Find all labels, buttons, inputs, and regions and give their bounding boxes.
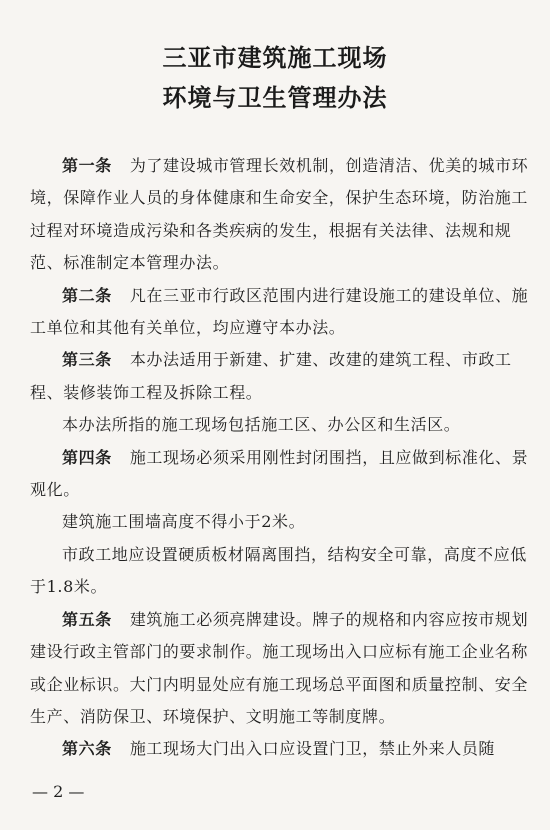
- paragraph-article-2: [30, 280, 536, 345]
- paragraph-text: 本办法适用于新建、扩建、改建的建筑工程、市政工程、装修装饰工程及拆除工程。: [30, 350, 512, 402]
- paragraph-article-3-scope: [30, 409, 536, 441]
- paragraph-text: 施工现场必须采用刚性封闭围挡，且应做到标准化、景观化。: [30, 447, 529, 500]
- article-number: 第一条: [62, 156, 112, 175]
- title-line-2: 环境与卫生管理办法: [162, 84, 388, 112]
- page-number: — 2 —: [32, 782, 85, 801]
- article-number: 第六条: [62, 739, 112, 759]
- article-number: 第二条: [62, 285, 112, 305]
- title-line-1: 三亚市建筑施工现场: [162, 44, 388, 72]
- paragraph-article-5: [30, 604, 536, 734]
- paragraph-text: 建筑施工围墙高度不得小于2米。: [62, 512, 306, 532]
- paragraph-article-3: [30, 344, 536, 409]
- paragraph-article-4-municipal: [30, 539, 536, 604]
- paragraph-article-1: [30, 150, 536, 280]
- paragraph-text: 施工现场大门出入口应设置门卫，禁止外来人员随: [129, 739, 496, 759]
- article-number: 第三条: [62, 350, 112, 370]
- paragraph-article-6: [30, 733, 536, 765]
- paragraph-article-4-wall-height: [30, 506, 536, 538]
- document-body: [30, 150, 536, 766]
- paragraph-text: 凡在三亚市行政区范围内进行建设施工的建设单位、施工单位和其他有关单位，均应遵守本办法。: [30, 285, 529, 338]
- paragraph-text: 本办法所指的施工现场包括施工区、办公区和生活区。: [62, 415, 461, 435]
- paragraph-article-4: [30, 442, 536, 507]
- document-title: [0, 38, 550, 118]
- article-number: 第四条: [62, 447, 112, 467]
- article-number: 第五条: [62, 609, 112, 629]
- paragraph-text: 市政工地应设置硬质板材隔离围挡，结构安全可靠，高度不应低于1.8米。: [30, 544, 527, 597]
- paragraph-text: 为了建设城市管理长效机制，创造清洁、优美的城市环境，保障作业人员的身体健康和生命安全，保护生态环境，防治施工过程对环境造成污染和各类疾病的发生，根据有关法律、法规和规范、标准制定本管理办法。: [30, 156, 529, 273]
- paragraph-text: 建筑施工必须亮牌建设。牌子的规格和内容应按市规划建设行政主管部门的要求制作。施工现场出入口应标有施工企业名称或企业标识。大门内明显处应有施工现场总平面图和质量控制、安全生产、消防保卫、环境保护、文明施工等制度牌。: [30, 609, 529, 726]
